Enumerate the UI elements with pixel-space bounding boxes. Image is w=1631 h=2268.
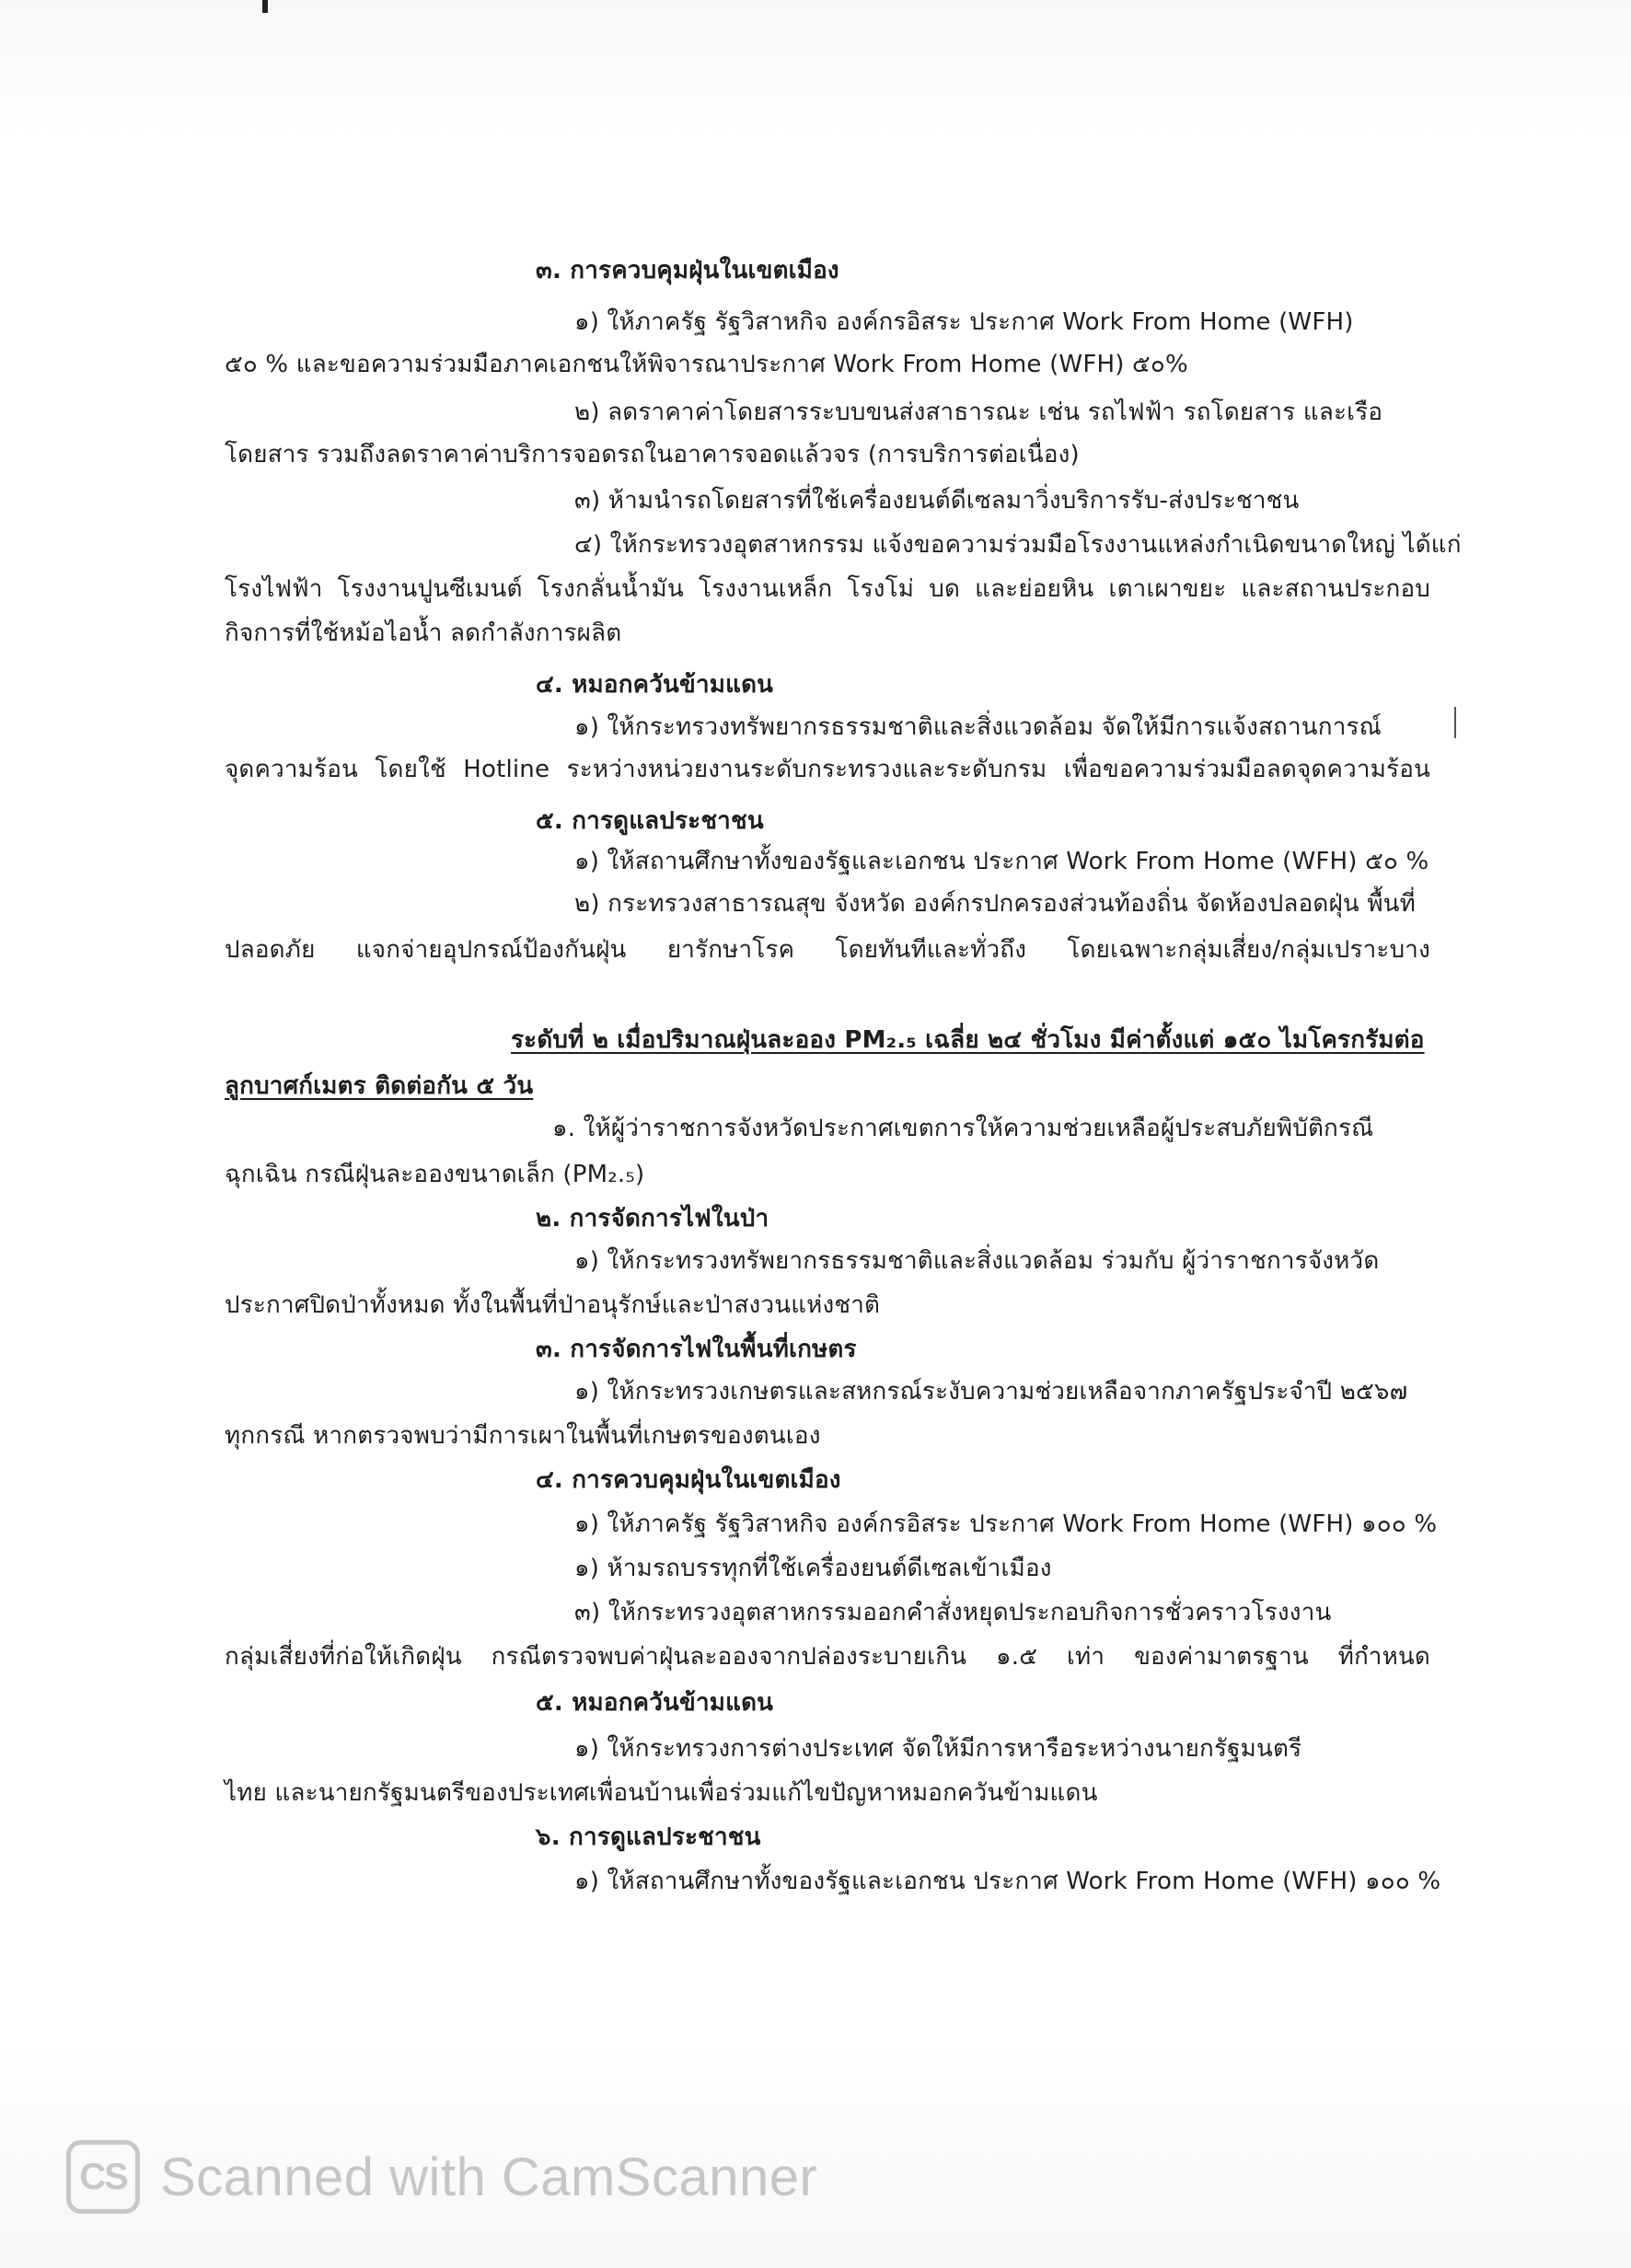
paragraph-line: ๑. ให้ผู้ว่าราชการจังหวัดประกาศเขตการให้ความช่วยเหลือผู้ประสบภัยพิบัติกรณี <box>552 1115 1374 1142</box>
heading-urban-dust-control: ๓. การควบคุมฝุ่นในเขตเมือง <box>536 257 839 284</box>
paragraph-line: ๔) ให้กระทรวงอุตสาหกรรม แจ้งขอความร่วมมือโรงงานแหล่งกำเนิดขนาดใหญ่ ได้แก่ <box>574 531 1462 559</box>
paragraph-line: ไทย และนายกรัฐมนตรีของประเทศเพื่อนบ้านเพื่อร่วมแก้ไขปัญหาหมอกควันข้ามแดน <box>225 1779 1098 1807</box>
heading-transboundary-haze-2: ๕. หมอกควันข้ามแดน <box>536 1689 774 1717</box>
camscanner-watermark <box>66 2135 817 2218</box>
paragraph-line: ๑) ให้สถานศึกษาทั้งของรัฐและเอกชน ประกาศ Work From Home (WFH) ๑๐๐ % <box>574 1868 1441 1895</box>
heading-public-care: ๕. การดูแลประชาชน <box>536 807 764 835</box>
paragraph-line: ๕๐ % และขอความร่วมมือภาคเอกชนให้พิจารณาประกาศ Work From Home (WFH) ๕๐% <box>225 351 1188 378</box>
margin-pen-mark <box>1454 707 1456 738</box>
camscanner-logo-icon: CS <box>66 2140 140 2214</box>
paragraph-line: ประกาศปิดป่าทั้งหมด ทั้งในพื้นที่ป่าอนุรักษ์และป่าสงวนแห่งชาติ <box>225 1291 881 1319</box>
paragraph-line: ๑) ห้ามรถบรรทุกที่ใช้เครื่องยนต์ดีเซลเข้าเมือง <box>574 1555 1052 1582</box>
paragraph-line: ๑) ให้สถานศึกษาทั้งของรัฐและเอกชน ประกาศ Work From Home (WFH) ๕๐ % <box>574 848 1429 875</box>
paragraph-line: ฉุกเฉิน กรณีฝุ่นละอองขนาดเล็ก (PM₂.₅) <box>225 1161 645 1188</box>
level-2-heading: ระดับที่ ๒ เมื่อปริมาณฝุ่นละออง PM₂.₅ เฉลี่ย ๒๔ ชั่วโมง มีค่าตั้งแต่ ๑๕๐ ไมโครกรัมต่อ <box>511 1026 1425 1054</box>
paragraph-line: กลุ่มเสี่ยงที่ก่อให้เกิดฝุ่น กรณีตรวจพบค่าฝุ่นละอองจากปล่องระบายเกิน ๑.๕ เท่า ของค่ามาตรฐาน ที่กำหนด <box>225 1643 1430 1671</box>
paragraph-line: ทุกกรณี หากตรวจพบว่ามีการเผาในพื้นที่เกษตรของตนเอง <box>225 1422 821 1450</box>
paragraph-line: ๑) ให้กระทรวงเกษตรและสหกรณ์ระงับความช่วยเหลือจากภาครัฐประจำปี ๒๕๖๗ <box>574 1378 1408 1406</box>
heading-public-care-2: ๖. การดูแลประชาชน <box>536 1823 761 1851</box>
heading-urban-dust-control-2: ๔. การควบคุมฝุ่นในเขตเมือง <box>536 1466 841 1494</box>
paragraph-line: จุดความร้อน โดยใช้ Hotline ระหว่างหน่วยงานระดับกระทรวงและระดับกรม เพื่อขอความร่วมมือลดจุดความร้อน <box>225 756 1430 783</box>
level-2-heading-continued: ลูกบาศก์เมตร ติดต่อกัน ๕ วัน <box>225 1072 534 1100</box>
scan-artifact-mark <box>262 0 268 13</box>
paragraph-line: ๑) ให้กระทรวงทรัพยากรธรรมชาติและสิ่งแวดล้อม ร่วมกับ ผู้ว่าราชการจังหวัด <box>574 1247 1380 1275</box>
paragraph-line: ๑) ให้ภาครัฐ รัฐวิสาหกิจ องค์กรอิสระ ประกาศ Work From Home (WFH) <box>574 308 1354 336</box>
heading-agricultural-fire: ๓. การจัดการไฟในพื้นที่เกษตร <box>536 1336 857 1363</box>
paragraph-line: กิจการที่ใช้หม้อไอน้ำ ลดกำลังการผลิต <box>225 619 622 647</box>
paragraph-line: ๓) ให้กระทรวงอุตสาหกรรมออกคำสั่งหยุดประกอบกิจการชั่วคราวโรงงาน <box>574 1599 1332 1626</box>
paragraph-line: โรงไฟฟ้า โรงงานปูนซีเมนต์ โรงกลั่นน้ำมัน โรงงานเหล็ก โรงโม่ บด และย่อยหิน เตาเผาขยะ และสถานประกอบ <box>225 575 1430 603</box>
paragraph-line: ๑) ให้ภาครัฐ รัฐวิสาหกิจ องค์กรอิสระ ประกาศ Work From Home (WFH) ๑๐๐ % <box>574 1510 1438 1538</box>
paragraph-line: ปลอดภัย แจกจ่ายอุปกรณ์ป้องกันฝุ่น ยารักษาโรค โดยทันทีและทั่วถึง โดยเฉพาะกลุ่มเสี่ยง/กลุ่มเปราะบาง <box>225 936 1430 964</box>
heading-transboundary-haze: ๔. หมอกควันข้ามแดน <box>536 671 774 699</box>
paragraph-line: โดยสาร รวมถึงลดราคาค่าบริการจอดรถในอาคารจอดแล้วจร (การบริการต่อเนื่อง) <box>225 441 1080 469</box>
camscanner-text: Scanned with CamScanner <box>160 2146 818 2207</box>
paragraph-line: ๑) ให้กระทรวงการต่างประเทศ จัดให้มีการหารือระหว่างนายกรัฐมนตรี <box>574 1735 1302 1763</box>
paragraph-line: ๒) กระทรวงสาธารณสุข จังหวัด องค์กรปกครองส่วนท้องถิ่น จัดห้องปลอดฝุ่น พื้นที่ <box>574 890 1416 918</box>
paragraph-line: ๒) ลดราคาค่าโดยสารระบบขนส่งสาธารณะ เช่น รถไฟฟ้า รถโดยสาร และเรือ <box>574 399 1383 426</box>
paragraph-line: ๓) ห้ามนำรถโดยสารที่ใช้เครื่องยนต์ดีเซลมาวิ่งบริการรับ-ส่งประชาชน <box>574 487 1300 515</box>
paragraph-line: ๑) ให้กระทรวงทรัพยากรธรรมชาติและสิ่งแวดล้อม จัดให้มีการแจ้งสถานการณ์ <box>574 713 1382 741</box>
heading-forest-fire: ๒. การจัดการไฟในป่า <box>536 1205 769 1232</box>
